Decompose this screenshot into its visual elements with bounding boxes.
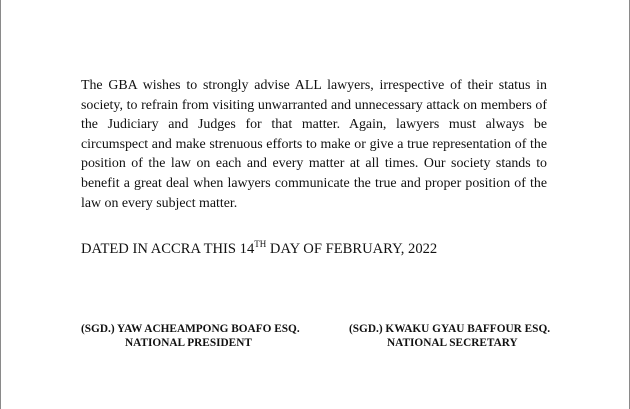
dated-prefix: DATED IN ACCRA THIS 14: [81, 241, 255, 257]
signature-block-president: [81, 322, 300, 350]
signatory-title-secretary: NATIONAL SECRETARY: [387, 337, 518, 349]
statement-paragraph: The GBA wishes to strongly advise ALL lawyers, irrespective of their status in society, to refrain from visiting unwarranted and unnecessary attack on members of the Judiciary and Judges for that matter. Again, lawyers must always be circumspect and make strenuous efforts to make or give a true representation of the position of the law on each and every matter at all times. Our society stands to benefit a great deal when lawyers communicate the true and proper position of the law on every subject matter.: [81, 78, 547, 211]
dated-line: [81, 240, 561, 258]
signature-block-secretary: [349, 322, 550, 350]
signatory-title-president: NATIONAL PRESIDENT: [125, 337, 252, 349]
signatory-name-secretary: (SGD.) KWAKU GYAU BAFFOUR ESQ.: [349, 323, 551, 335]
signatory-name-president: (SGD.) YAW ACHEAMPONG BOAFO ESQ.: [81, 323, 300, 335]
dated-suffix: DAY OF FEBRUARY, 2022: [266, 241, 438, 257]
dated-superscript: TH: [254, 239, 267, 249]
